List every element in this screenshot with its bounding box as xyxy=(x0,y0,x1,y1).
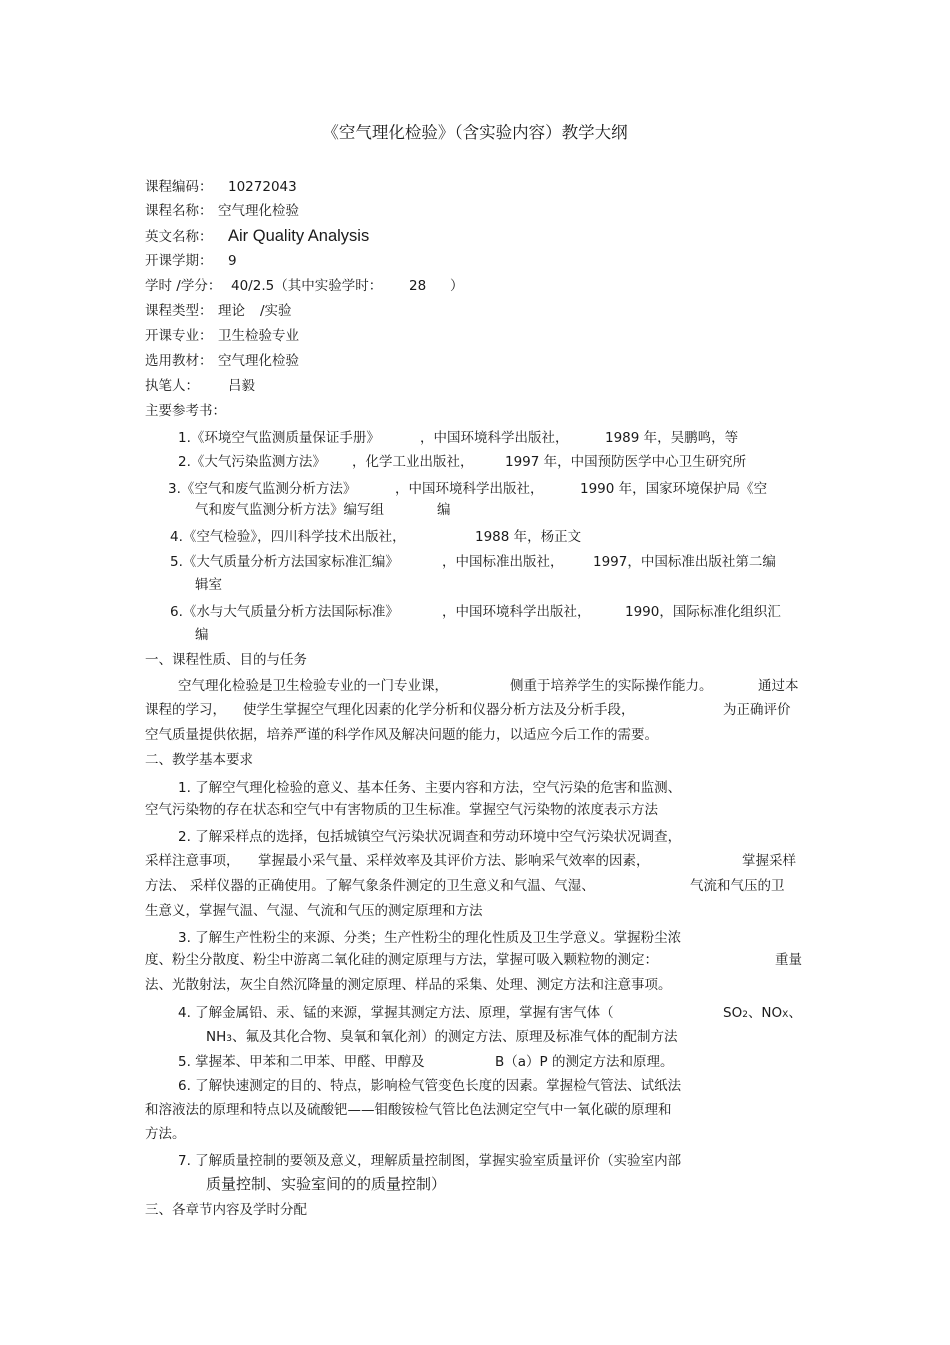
requirement-6-text: 6. 了解快速测定的目的、特点，影响检气管变色长度的因素。掌握检气管法、试纸法 xyxy=(178,1078,682,1094)
requirement-3-text: 度、粉尘分散度、粉尘中游离二氧化硅的测定原理与方法，掌握可吸入颗粒物的测定： xyxy=(145,952,658,968)
section-1-text: 空气理化检验是卫生检验专业的一门专业课， xyxy=(178,678,448,694)
reference-2-publisher: ，化学工业出版社， xyxy=(352,454,474,470)
english-name-label: 英文名称： xyxy=(145,229,213,245)
section-1-heading: 一、课程性质、目的与任务 xyxy=(145,652,307,668)
references-label: 主要参考书： xyxy=(145,403,226,419)
reference-6-detail-cont: 编 xyxy=(195,627,209,643)
requirement-4-text: NH3、氟及其化合物、臭氧和氧化剂）的测定方法、原理及标准气体的配制方法 xyxy=(206,1029,678,1045)
section-1-text: 空气质量提供依据，培养严谨的科学作风及解决问题的能力，以适应今后工作的需要。 xyxy=(145,727,658,743)
section-2-heading: 二、教学基本要求 xyxy=(145,752,253,768)
textbook-label: 选用教材： xyxy=(145,353,213,369)
requirement-1-text: 空气污染物的存在状态和空气中有害物质的卫生标准。掌握空气污染物的浓度表示方法 xyxy=(145,802,658,818)
hours-label: 学时 /学分： xyxy=(145,278,222,294)
requirement-6-text: 方法。 xyxy=(145,1126,186,1142)
reference-3-detail-cont: 气和废气监测分析方法》编写组 xyxy=(195,502,384,518)
requirement-2-text: 2. 了解采样点的选择，包括城镇空气污染状况调查和劳动环境中空气污染状况调查， xyxy=(178,829,682,845)
reference-4-detail: 1988 年，杨正文 xyxy=(475,529,582,545)
reference-3-publisher: ，中国环境科学出版社， xyxy=(395,481,544,497)
reference-6-detail: 1990，国际标准化组织汇 xyxy=(625,604,781,620)
requirement-2-text: 生意义，掌握气温、气湿、气流和气压的测定原理和方法 xyxy=(145,903,483,919)
reference-5-publisher: ，中国标准出版社， xyxy=(442,554,564,570)
section-1-text: 课程的学习， xyxy=(145,702,226,718)
reference-1-detail: 1989 年，吴鹏鸣，等 xyxy=(605,430,739,446)
reference-2-title: 2.《大气污染监测方法》 xyxy=(178,454,326,470)
hours-value: 40/2.5（其中实验学时： xyxy=(231,278,383,294)
requirement-2-text: 气流和气压的卫 xyxy=(690,878,785,894)
course-code-label: 课程编码： xyxy=(145,179,213,195)
reference-6-title: 6.《水与大气质量分析方法国际标准》 xyxy=(170,604,399,620)
reference-3-detail-end: 编 xyxy=(437,502,451,518)
reference-5-detail-cont: 辑室 xyxy=(195,577,222,593)
reference-1-title: 1.《环境空气监测质量保证手册》 xyxy=(178,430,380,446)
requirement-3-text: 重量 xyxy=(775,952,802,968)
requirement-7-text: 7. 了解质量控制的要领及意义，理解质量控制图，掌握实验室质量评价（实验室内部 xyxy=(178,1153,682,1169)
term-label: 开课学期： xyxy=(145,253,213,269)
requirement-2-text: 掌握采样 xyxy=(742,853,796,869)
requirement-4-text: SO2、NOX、 xyxy=(723,1005,802,1021)
requirement-7-text: 质量控制、实验室间的的质量控制） xyxy=(206,1175,447,1193)
author-value: 吕毅 xyxy=(228,378,255,394)
course-type-label: 课程类型： xyxy=(145,303,213,319)
reference-3-detail: 1990 年，国家环境保护局《空 xyxy=(580,481,768,497)
course-type-value-2: /实验 xyxy=(260,303,292,319)
course-name-value: 空气理化检验 xyxy=(218,203,299,219)
course-type-value: 理论 xyxy=(218,303,245,319)
requirement-1-text: 1. 了解空气理化检验的意义、基本任务、主要内容和方法，空气污染的危害和监测、 xyxy=(178,780,682,796)
requirement-2-text: 采样注意事项， xyxy=(145,853,240,869)
course-name-label: 课程名称： xyxy=(145,203,213,219)
major-label: 开课专业： xyxy=(145,328,213,344)
english-name-value: Air Quality Analysis xyxy=(228,227,370,245)
reference-1-publisher: ，中国环境科学出版社， xyxy=(420,430,569,446)
requirement-5-text: B（a）P 的测定方法和原理。 xyxy=(495,1054,674,1070)
document-title: 《空气理化检验》（含实验内容）教学大纲 xyxy=(322,123,628,142)
reference-5-title: 5.《大气质量分析方法国家标准汇编》 xyxy=(170,554,399,570)
reference-3-title: 3.《空气和废气监测分析方法》 xyxy=(168,481,357,497)
author-label: 执笔人： xyxy=(145,378,199,394)
section-1-text: 侧重于培养学生的实际操作能力。 xyxy=(510,678,713,694)
reference-4-title: 4.《空气检验》，四川科学技术出版社， xyxy=(170,529,406,545)
requirement-3-text: 3. 了解生产性粉尘的来源、分类；生产性粉尘的理化性质及卫生学意义。掌握粉尘浓 xyxy=(178,930,682,946)
section-3-heading: 三、各章节内容及学时分配 xyxy=(145,1202,307,1218)
requirement-4-text: 4. 了解金属铅、汞、锰的来源，掌握其测定方法、原理，掌握有害气体（ xyxy=(178,1005,614,1021)
hours-close: ） xyxy=(450,278,464,294)
textbook-value: 空气理化检验 xyxy=(218,353,299,369)
section-1-text: 为正确评价 xyxy=(723,702,791,718)
requirement-5-text: 5. 掌握苯、甲苯和二甲苯、甲醛、甲醇及 xyxy=(178,1054,425,1070)
requirement-3-text: 法、光散射法，灰尘自然沉降量的测定原理、样品的采集、处理、测定方法和注意事项。 xyxy=(145,977,672,993)
major-value: 卫生检验专业 xyxy=(218,328,299,344)
requirement-2-text: 掌握最小采气量、采样效率及其评价方法、影响采气效率的因素， xyxy=(258,853,650,869)
section-1-text: 通过本 xyxy=(758,678,799,694)
section-1-text: 使学生掌握空气理化因素的化学分析和仪器分析方法及分析手段， xyxy=(243,702,635,718)
term-value: 9 xyxy=(228,253,237,269)
reference-6-publisher: ，中国环境科学出版社， xyxy=(442,604,591,620)
reference-2-detail: 1997 年，中国预防医学中心卫生研究所 xyxy=(505,454,747,470)
requirement-6-text: 和溶液法的原理和特点以及硫酸钯——钼酸铵检气管比色法测定空气中一氧化碳的原理和 xyxy=(145,1102,672,1118)
reference-5-detail: 1997，中国标准出版社第二编 xyxy=(593,554,776,570)
course-code-value: 10272043 xyxy=(228,179,297,195)
lab-hours-value: 28 xyxy=(409,278,427,294)
requirement-2-text: 方法、 采样仪器的正确使用。了解气象条件测定的卫生意义和气温、气湿、 xyxy=(145,878,595,894)
